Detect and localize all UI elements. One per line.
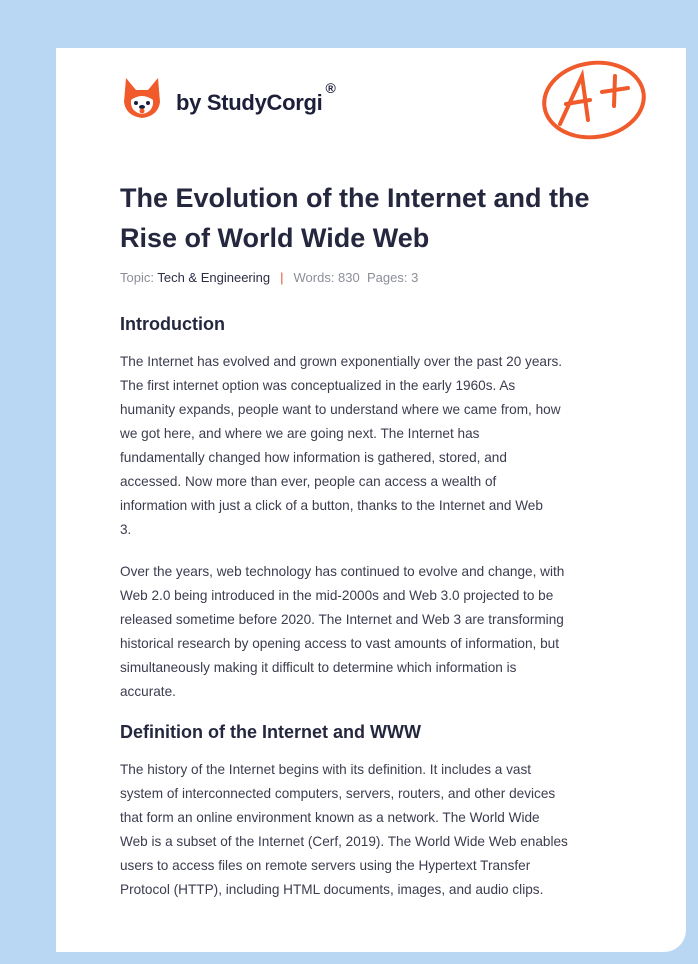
corgi-icon	[122, 76, 162, 120]
a-plus-grade-icon	[538, 58, 650, 142]
section-heading: Introduction	[120, 314, 225, 334]
text-line: humanity expands, people want to understand where we came from, how	[120, 402, 561, 417]
text-line: Over the years, web technology has continued to evolve and change, with	[120, 564, 565, 579]
text-line: accurate.	[120, 684, 176, 699]
text-line: information with just a click of a button, thanks to the Internet and Web	[120, 498, 543, 513]
document-meta: Topic: Tech & Engineering | Words: 830 Pages: 3	[120, 270, 419, 285]
text-line: we got here, and where we are going next. The Internet has	[120, 426, 480, 441]
page-title: The Evolution of the Internet and the Rise of World Wide Web	[120, 183, 590, 253]
brand-name: by StudyCorgi®	[176, 80, 336, 115]
document-page	[56, 48, 686, 952]
text-line: that form an online environment known as a network. The World Wide	[120, 810, 540, 825]
studycorgi-logo[interactable]	[122, 76, 335, 120]
paragraph	[120, 350, 562, 542]
paragraph	[120, 560, 564, 704]
text-line: system of interconnected computers, servers, routers, and other devices	[120, 786, 556, 801]
text-line: users to access files on remote servers using the Hypertext Transfer	[120, 858, 531, 873]
text-line: The Internet has evolved and grown exponentially over the past 20 years.	[120, 354, 563, 369]
paragraph	[120, 758, 568, 902]
text-line: Protocol (HTTP), including HTML documents, images, and audio clips.	[120, 882, 544, 897]
text-line: 3.	[120, 522, 132, 537]
section-heading: Definition of the Internet and WWW	[120, 722, 421, 742]
text-line: fundamentally changed how information is gathered, stored, and	[120, 450, 507, 465]
text-line: The first internet option was conceptualized in the early 1960s. As	[120, 378, 516, 393]
text-line: Web is a subset of the Internet (Cerf, 2019). The World Wide Web enables	[120, 834, 568, 849]
text-line: Web 2.0 being introduced in the mid-2000s and Web 3.0 projected to be	[120, 588, 554, 603]
text-line: released sometime before 2020. The Internet and Web 3 are transforming	[120, 612, 564, 627]
topic-link[interactable]: Tech & Engineering	[157, 270, 271, 285]
text-line: historical research by opening access to vast amounts of information, but	[120, 636, 560, 651]
text-line: simultaneously making it difficult to determine which information is	[120, 660, 517, 675]
text-line: accessed. Now more than ever, people can access a wealth of	[120, 474, 497, 489]
text-line: The history of the Internet begins with its definition. It includes a vast	[120, 762, 532, 777]
